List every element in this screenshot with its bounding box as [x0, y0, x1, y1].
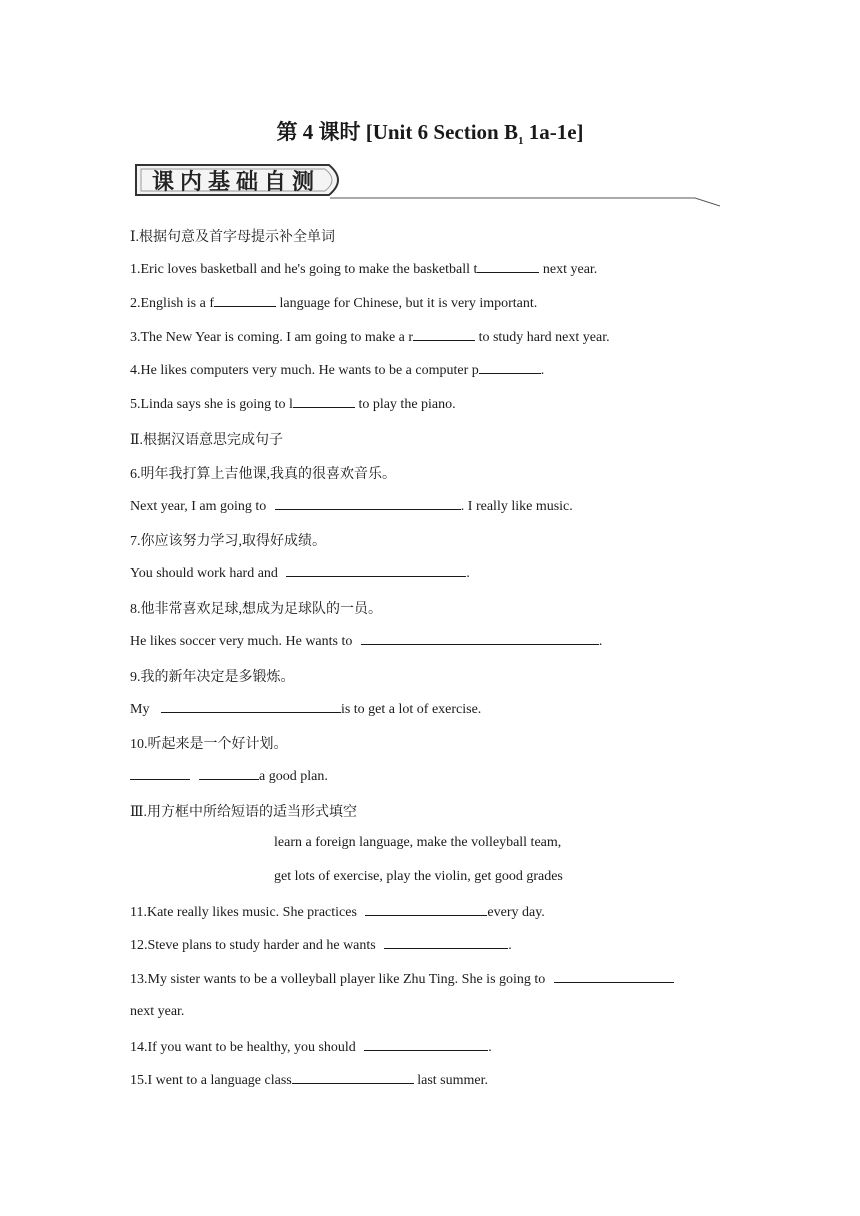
question-12: 12.Steve plans to study harder and he wants .	[130, 938, 512, 953]
question-9-prompt: 9.我的新年决定是多锻炼。	[130, 670, 295, 685]
section-2-heading: Ⅱ.根据汉语意思完成句子	[130, 433, 284, 448]
question-4: 4.He likes computers very much. He wants to be a computer p .	[130, 363, 545, 378]
question-10-prompt: 10.听起来是一个好计划。	[130, 737, 288, 752]
phrase-box-line-1: learn a foreign language, make the volleyball team,	[274, 835, 562, 850]
answer-blank[interactable]	[275, 497, 461, 510]
answer-blank[interactable]	[199, 767, 259, 780]
section-banner: 课内基础自测	[152, 170, 321, 195]
question-13-continued: next year.	[130, 1004, 185, 1019]
answer-blank[interactable]	[413, 328, 475, 341]
question-2: 2.English is a f language for Chinese, but it is very important.	[130, 296, 538, 311]
question-8: He likes soccer very much. He wants to .	[130, 634, 603, 649]
answer-blank[interactable]	[130, 767, 190, 780]
answer-blank[interactable]	[361, 632, 599, 645]
answer-blank[interactable]	[554, 970, 674, 983]
answer-blank[interactable]	[365, 903, 487, 916]
question-7: You should work hard and .	[130, 566, 470, 581]
answer-blank[interactable]	[161, 700, 341, 713]
answer-blank[interactable]	[364, 1038, 488, 1051]
section-1-heading: Ⅰ.根据句意及首字母提示补全单词	[130, 230, 336, 245]
question-7-prompt: 7.你应该努力学习,取得好成绩。	[130, 534, 326, 549]
question-6: Next year, I am going to . I really like music.	[130, 499, 573, 514]
question-14: 14.If you want to be healthy, you should .	[130, 1040, 492, 1055]
answer-blank[interactable]	[292, 1071, 414, 1084]
question-10: a good plan.	[130, 767, 328, 785]
question-5: 5.Linda says she is going to l to play the piano.	[130, 397, 456, 412]
answer-blank[interactable]	[286, 564, 466, 577]
page-title: 第 4 课时 [Unit 6 Section $B_1$ 1a-1e]	[276, 120, 584, 148]
question-15: 15.I went to a language class last summer.	[130, 1073, 489, 1088]
question-3: 3.The New Year is coming. I am going to make a r to study hard next year.	[130, 330, 610, 345]
answer-blank[interactable]	[479, 361, 541, 374]
banner-rule	[330, 196, 720, 208]
question-8-prompt: 8.他非常喜欢足球,想成为足球队的一员。	[130, 602, 382, 617]
answer-blank[interactable]	[293, 395, 355, 408]
question-13: 13.My sister wants to be a volleyball player like Zhu Ting. She is going to	[130, 970, 674, 988]
phrase-box-line-2: get lots of exercise, play the violin, get good grades	[274, 869, 563, 884]
answer-blank[interactable]	[384, 936, 508, 949]
question-9: My is to get a lot of exercise.	[130, 702, 482, 717]
answer-blank[interactable]	[214, 294, 276, 307]
question-11: 11.Kate really likes music. She practices every day.	[130, 905, 545, 920]
section-3-heading: Ⅲ.用方框中所给短语的适当形式填空	[130, 805, 358, 820]
answer-blank[interactable]	[477, 260, 539, 273]
question-1: 1.Eric loves basketball and he's going to make the basketball t next year.	[130, 262, 598, 277]
question-6-prompt: 6.明年我打算上吉他课,我真的很喜欢音乐。	[130, 467, 396, 482]
